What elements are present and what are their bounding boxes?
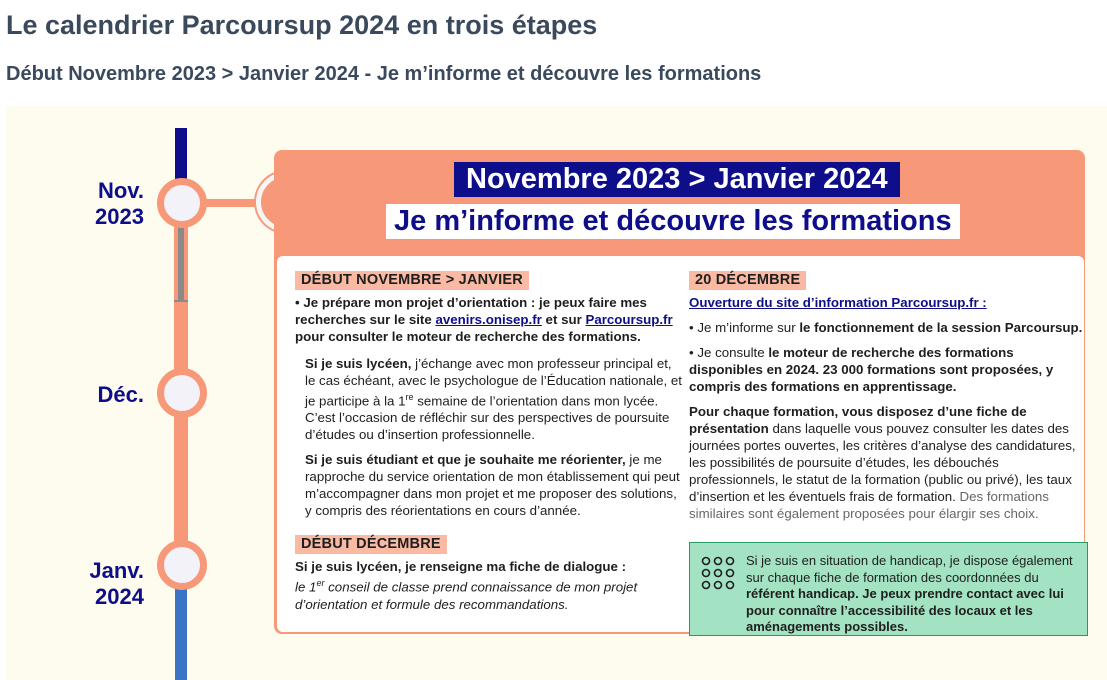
card-title-main: Je m’informe et découvre les formations xyxy=(386,204,960,239)
bullet-projet-orientation: • Je prépare mon projet d’orientation : je peux faire mes recherches sur le site avenirs.onisep.fr et sur Parcoursup.fr pour consulter le moteur de recherche des formations. xyxy=(295,295,673,344)
section-heading-dec: DÉBUT DÉCEMBRE xyxy=(295,535,447,554)
left-column xyxy=(295,271,685,613)
timeline-segment-jan xyxy=(175,582,187,680)
right-column xyxy=(689,271,1084,522)
accessibility-dots-icon xyxy=(700,555,736,591)
card-title-period: Novembre 2023 > Janvier 2024 xyxy=(454,162,900,197)
timeline-node-nov xyxy=(157,178,207,228)
timeline-node-dec xyxy=(157,368,207,418)
timeline-node-jan xyxy=(157,540,207,590)
page-subtitle: Début Novembre 2023 > Janvier 2024 - Je m’informe et découvre les formations xyxy=(6,63,762,85)
para-conseil-classe: le 1er conseil de classe prend connaissance de mon projet d’orientation et formule des recommandations. xyxy=(295,578,638,612)
para-lyceen: Si je suis lycéen, j’échange avec mon professeur principal et, le cas échéant, avec le psychologue de l’Éducation nationale, et je participe à la 1re semaine de l’orientation dans mon lycée. C’est l’occasion de réfléchir sur des perspectives de poursuite d’études ou d’insertion professionnelle. xyxy=(305,356,683,443)
link-ouverture-site[interactable]: Ouverture du site d’information Parcoursup.fr : xyxy=(689,295,987,310)
para-fiche-presentation: Pour chaque formation, vous disposez d’une fiche de présentation dans laquelle vous pouvez consulter les dates des journées portes ouvertes, les critères d’analyse des candidatures, les possibilités de poursuite d’études, les débouchés professionnels, le statut de la formation (public ou privé), les taux d’insertion et les éventuels frais de formation. Des formations similaires sont également proposées pour élargir ses choix. xyxy=(689,404,1076,521)
bullet-fonctionnement: • Je m’informe sur le fonctionnement de la session Parcoursup. xyxy=(689,320,1083,335)
link-onisep[interactable]: avenirs.onisep.fr xyxy=(435,312,542,327)
timeline-date-nov: Nov. 2023 xyxy=(95,178,144,229)
section-heading-nov-jan: DÉBUT NOVEMBRE > JANVIER xyxy=(295,271,529,290)
timeline-segment-dec xyxy=(174,302,188,554)
timeline-date-jan: Janv. 2024 xyxy=(89,558,144,609)
para-etudiant: Si je suis étudiant et que je souhaite me réorienter, je me rapproche du service orientation de mon établissement qui peut m’accompagner dans mon projet et me proposer des solutions, y compris des réorientations en cours d’année. xyxy=(305,452,680,519)
bullet-moteur: • Je consulte le moteur de recherche des formations disponibles en 2024. 23 000 formations sont proposées, y compris des formations en apprentissage. xyxy=(689,345,1054,394)
timeline-date-dec: Déc. xyxy=(97,382,144,407)
handicap-text: Si je suis en situation de handicap, je dispose également sur chaque fiche de formation des coordonnées du référent handicap. Je peux prendre contact avec lui pour connaître l’accessibilité des locaux et les aménagements possibles. xyxy=(746,553,1073,634)
timeline-connector xyxy=(202,199,262,207)
section-heading-20-dec: 20 DÉCEMBRE xyxy=(689,271,806,290)
page-title: Le calendrier Parcoursup 2024 en trois étapes xyxy=(6,10,598,40)
para-fiche-dialogue: Si je suis lycéen, je renseigne ma fiche de dialogue : xyxy=(295,559,627,575)
handicap-info-box xyxy=(689,542,1088,636)
link-parcoursup[interactable]: Parcoursup.fr xyxy=(585,312,673,327)
